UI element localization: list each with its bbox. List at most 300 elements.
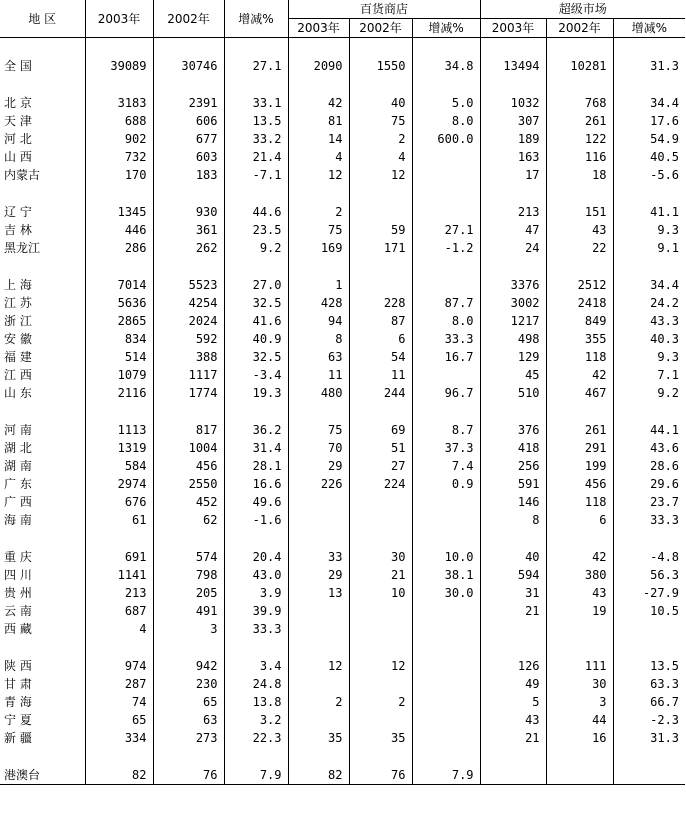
super-growth: 13.5 <box>650 659 680 673</box>
total-2003: 732 <box>85 148 153 166</box>
total-2003: 82 <box>85 766 153 784</box>
super-growth: 34.4 <box>650 278 680 292</box>
super-growth: 66.7 <box>650 695 680 709</box>
dept-2002: 10 <box>349 584 412 602</box>
dept-growth <box>412 148 480 166</box>
header-super-2003: 2003年 <box>480 19 546 38</box>
super-2002: 44 <box>546 711 613 729</box>
dept-2003: 169 <box>288 239 349 257</box>
total-2002: 62 <box>153 511 224 529</box>
total-2003: 65 <box>85 711 153 729</box>
super-2002: 122 <box>546 130 613 148</box>
total-2002: 798 <box>153 566 224 584</box>
spacer-cell <box>546 638 613 657</box>
dept-growth <box>412 511 480 529</box>
table-row <box>0 493 685 511</box>
super-growth: 43.3 <box>650 314 680 328</box>
spacer-cell <box>480 75 546 94</box>
spacer-cell <box>0 529 85 548</box>
table-row <box>0 693 685 711</box>
spacer-cell <box>349 747 412 766</box>
region-name: 港澳台 <box>0 766 85 784</box>
dept-2003: 1 <box>288 276 349 294</box>
spacer-cell <box>85 638 153 657</box>
total-2003: 1319 <box>85 439 153 457</box>
spacer-cell <box>546 747 613 766</box>
total-growth: 33.1 <box>224 94 288 112</box>
total-growth: 23.5 <box>224 221 288 239</box>
total-growth: 39.9 <box>224 602 288 620</box>
super-2002: 6 <box>546 511 613 529</box>
super-growth: 40.5 <box>650 150 680 164</box>
super-2002: 768 <box>546 94 613 112</box>
dept-2003: 42 <box>288 94 349 112</box>
super-growth: 7.1 <box>657 368 680 382</box>
total-2002: 592 <box>153 330 224 348</box>
super-growth: 31.3 <box>650 731 680 745</box>
spacer-row <box>0 638 685 657</box>
spacer-cell <box>224 402 288 421</box>
super-growth: 9.3 <box>657 350 680 364</box>
total-growth: 27.1 <box>224 57 288 75</box>
spacer-cell <box>0 75 85 94</box>
region-name: 海 南 <box>0 511 85 529</box>
super-growth: 28.6 <box>650 459 680 473</box>
super-2002: 43 <box>546 584 613 602</box>
super-2003: 40 <box>480 548 546 566</box>
super-2003: 1217 <box>480 312 546 330</box>
table-row <box>0 276 685 294</box>
total-2003: 688 <box>85 112 153 130</box>
table-row <box>0 548 685 566</box>
dept-growth <box>412 675 480 693</box>
dept-growth: 33.3 <box>412 330 480 348</box>
total-2003: 61 <box>85 511 153 529</box>
dept-2002: 244 <box>349 384 412 402</box>
super-2003: 1032 <box>480 94 546 112</box>
table-row <box>0 729 685 747</box>
region-name: 安 徽 <box>0 330 85 348</box>
super-2002: 18 <box>546 166 613 184</box>
total-2003: 687 <box>85 602 153 620</box>
table-row <box>0 421 685 439</box>
total-2003: 514 <box>85 348 153 366</box>
total-growth: -3.4 <box>224 366 288 384</box>
spacer-cell <box>85 184 153 203</box>
dept-2003 <box>288 493 349 511</box>
total-2002: 4254 <box>153 294 224 312</box>
super-growth: -27.9 <box>642 586 680 600</box>
spacer-cell <box>349 402 412 421</box>
total-growth: 43.0 <box>224 566 288 584</box>
dept-2003 <box>288 711 349 729</box>
super-2003: 213 <box>480 203 546 221</box>
total-growth: 36.2 <box>224 421 288 439</box>
spacer-cell <box>480 529 546 548</box>
dept-growth <box>412 203 480 221</box>
spacer-cell <box>613 747 685 766</box>
spacer-cell <box>288 257 349 276</box>
spacer-cell <box>153 257 224 276</box>
region-name: 浙 江 <box>0 312 85 330</box>
super-growth: -5.6 <box>650 168 680 182</box>
total-growth: -1.6 <box>224 511 288 529</box>
dept-2002: 51 <box>349 439 412 457</box>
spacer-cell <box>613 257 685 276</box>
table-row <box>0 457 685 475</box>
total-growth: 3.2 <box>224 711 288 729</box>
super-2003: 129 <box>480 348 546 366</box>
total-2003: 1113 <box>85 421 153 439</box>
total-2003: 1141 <box>85 566 153 584</box>
super-2003: 21 <box>480 729 546 747</box>
super-2003: 3002 <box>480 294 546 312</box>
super-growth: 56.3 <box>650 568 680 582</box>
dept-2003 <box>288 675 349 693</box>
spacer-cell <box>480 38 546 58</box>
dept-growth: 600.0 <box>412 130 480 148</box>
spacer-cell <box>288 38 349 58</box>
dept-2002: 76 <box>349 766 412 784</box>
spacer-cell <box>412 529 480 548</box>
spacer-cell <box>613 38 685 58</box>
dept-2003: 14 <box>288 130 349 148</box>
dept-2003: 29 <box>288 566 349 584</box>
table-row <box>0 166 685 184</box>
total-2002: 30746 <box>153 57 224 75</box>
spacer-cell <box>546 257 613 276</box>
table-row <box>0 239 685 257</box>
total-2003: 4 <box>85 620 153 638</box>
header-dept-2002: 2002年 <box>349 19 412 38</box>
spacer-cell <box>613 529 685 548</box>
dept-2002: 171 <box>349 239 412 257</box>
total-2003: 39089 <box>85 57 153 75</box>
total-2002: 63 <box>153 711 224 729</box>
spacer-row <box>0 257 685 276</box>
dept-2002: 12 <box>349 657 412 675</box>
total-growth: 9.2 <box>224 239 288 257</box>
super-2003: 43 <box>480 711 546 729</box>
total-2002: 456 <box>153 457 224 475</box>
table-body <box>0 38 685 785</box>
spacer-cell <box>412 638 480 657</box>
total-growth: 31.4 <box>224 439 288 457</box>
region-name: 山 东 <box>0 384 85 402</box>
super-growth: -4.8 <box>650 550 680 564</box>
dept-2002 <box>349 711 412 729</box>
total-growth: 24.8 <box>224 675 288 693</box>
total-2003: 1345 <box>85 203 153 221</box>
table-row <box>0 384 685 402</box>
spacer-cell <box>0 184 85 203</box>
header-super-growth: 增减% <box>613 19 685 38</box>
spacer-row <box>0 38 685 58</box>
super-2002: 10281 <box>546 57 613 75</box>
spacer-cell <box>613 184 685 203</box>
total-2003: 2116 <box>85 384 153 402</box>
spacer-cell <box>288 184 349 203</box>
dept-2002: 224 <box>349 475 412 493</box>
dept-growth <box>412 602 480 620</box>
super-2002: 456 <box>546 475 613 493</box>
region-name: 辽 宁 <box>0 203 85 221</box>
spacer-cell <box>85 402 153 421</box>
spacer-cell <box>224 747 288 766</box>
dept-2003 <box>288 602 349 620</box>
total-2003: 7014 <box>85 276 153 294</box>
dept-2003 <box>288 620 349 638</box>
table-row <box>0 348 685 366</box>
total-growth: 32.5 <box>224 294 288 312</box>
table-row <box>0 221 685 239</box>
super-growth: 23.7 <box>650 495 680 509</box>
spacer-cell <box>0 257 85 276</box>
dept-2003: 13 <box>288 584 349 602</box>
super-2003: 510 <box>480 384 546 402</box>
super-2002: 42 <box>546 366 613 384</box>
super-2003: 3376 <box>480 276 546 294</box>
dept-growth: 27.1 <box>412 221 480 239</box>
dept-2003: 94 <box>288 312 349 330</box>
super-growth: 9.2 <box>657 386 680 400</box>
dept-growth: -1.2 <box>412 239 480 257</box>
super-2003: 47 <box>480 221 546 239</box>
region-name: 陕 西 <box>0 657 85 675</box>
header-super-2002: 2002年 <box>546 19 613 38</box>
super-2003: 189 <box>480 130 546 148</box>
total-2003: 170 <box>85 166 153 184</box>
dept-growth <box>412 366 480 384</box>
total-2002: 388 <box>153 348 224 366</box>
super-2002: 2418 <box>546 294 613 312</box>
dept-2002: 69 <box>349 421 412 439</box>
region-name: 西 藏 <box>0 620 85 638</box>
dept-growth <box>412 493 480 511</box>
spacer-cell <box>153 747 224 766</box>
dept-growth: 5.0 <box>412 94 480 112</box>
total-2002: 574 <box>153 548 224 566</box>
region-name: 广 西 <box>0 493 85 511</box>
dept-2002: 30 <box>349 548 412 566</box>
dept-growth: 7.9 <box>412 766 480 784</box>
spacer-cell <box>613 638 685 657</box>
total-2003: 2865 <box>85 312 153 330</box>
total-2002: 942 <box>153 657 224 675</box>
spacer-cell <box>546 38 613 58</box>
spacer-cell <box>412 38 480 58</box>
total-2003: 902 <box>85 130 153 148</box>
region-name: 湖 北 <box>0 439 85 457</box>
total-growth: 27.0 <box>224 276 288 294</box>
total-2002: 230 <box>153 675 224 693</box>
spacer-cell <box>349 529 412 548</box>
total-2003: 5636 <box>85 294 153 312</box>
total-2003: 3183 <box>85 94 153 112</box>
super-growth: 41.1 <box>650 205 680 219</box>
region-name: 天 津 <box>0 112 85 130</box>
super-growth: 17.6 <box>650 114 680 128</box>
spacer-cell <box>153 529 224 548</box>
table-row <box>0 675 685 693</box>
total-2003: 676 <box>85 493 153 511</box>
super-2003: 498 <box>480 330 546 348</box>
total-2002: 603 <box>153 148 224 166</box>
super-2003: 376 <box>480 421 546 439</box>
total-growth: 3.4 <box>224 657 288 675</box>
total-growth: 33.3 <box>224 620 288 638</box>
dept-2002: 2 <box>349 130 412 148</box>
total-growth: 7.9 <box>224 766 288 784</box>
dept-2002: 75 <box>349 112 412 130</box>
spacer-cell <box>349 184 412 203</box>
total-2003: 213 <box>85 584 153 602</box>
total-2002: 2550 <box>153 475 224 493</box>
super-2003: 21 <box>480 602 546 620</box>
spacer-cell <box>546 402 613 421</box>
region-name: 全 国 <box>0 57 85 75</box>
super-2002: 199 <box>546 457 613 475</box>
dept-growth: 16.7 <box>412 348 480 366</box>
super-2003: 49 <box>480 675 546 693</box>
dept-2002: 6 <box>349 330 412 348</box>
dept-growth <box>412 166 480 184</box>
spacer-cell <box>480 638 546 657</box>
super-2002: 151 <box>546 203 613 221</box>
table-row <box>0 566 685 584</box>
spacer-cell <box>85 75 153 94</box>
spacer-cell <box>288 402 349 421</box>
super-2003: 594 <box>480 566 546 584</box>
spacer-cell <box>349 38 412 58</box>
dept-growth: 38.1 <box>412 566 480 584</box>
super-2002 <box>546 766 613 784</box>
dept-2002 <box>349 675 412 693</box>
dept-growth <box>412 693 480 711</box>
table-row <box>0 203 685 221</box>
region-name: 黑龙江 <box>0 239 85 257</box>
dept-2002 <box>349 493 412 511</box>
total-2003: 334 <box>85 729 153 747</box>
super-2002: 111 <box>546 657 613 675</box>
total-2002: 273 <box>153 729 224 747</box>
table-row <box>0 330 685 348</box>
total-2002: 452 <box>153 493 224 511</box>
total-growth: 22.3 <box>224 729 288 747</box>
spacer-cell <box>546 184 613 203</box>
dept-2003: 35 <box>288 729 349 747</box>
table-row <box>0 657 685 675</box>
super-2003: 146 <box>480 493 546 511</box>
region-name: 广 东 <box>0 475 85 493</box>
spacer-cell <box>224 529 288 548</box>
dept-growth: 7.4 <box>412 457 480 475</box>
total-2002: 2391 <box>153 94 224 112</box>
super-2002: 116 <box>546 148 613 166</box>
total-growth: 20.4 <box>224 548 288 566</box>
total-growth: 13.5 <box>224 112 288 130</box>
region-name: 云 南 <box>0 602 85 620</box>
total-2002: 2024 <box>153 312 224 330</box>
spacer-cell <box>480 257 546 276</box>
total-2003: 691 <box>85 548 153 566</box>
table-row <box>0 584 685 602</box>
spacer-cell <box>412 747 480 766</box>
total-2002: 5523 <box>153 276 224 294</box>
super-2003: 591 <box>480 475 546 493</box>
spacer-cell <box>480 747 546 766</box>
header-dept-2003: 2003年 <box>288 19 349 38</box>
table-row <box>0 94 685 112</box>
super-2003: 17 <box>480 166 546 184</box>
spacer-cell <box>0 638 85 657</box>
super-growth: 31.3 <box>650 59 680 73</box>
dept-growth: 30.0 <box>412 584 480 602</box>
super-2003 <box>480 620 546 638</box>
dept-2002: 87 <box>349 312 412 330</box>
spacer-cell <box>412 75 480 94</box>
region-name: 青 海 <box>0 693 85 711</box>
dept-growth: 10.0 <box>412 548 480 566</box>
dept-growth: 34.8 <box>412 57 480 75</box>
table-row <box>0 148 685 166</box>
total-2002: 183 <box>153 166 224 184</box>
spacer-cell <box>288 75 349 94</box>
super-2003: 126 <box>480 657 546 675</box>
total-2003: 446 <box>85 221 153 239</box>
super-2003: 256 <box>480 457 546 475</box>
table-row <box>0 711 685 729</box>
total-2003: 834 <box>85 330 153 348</box>
table-header <box>0 0 685 38</box>
region-name: 北 京 <box>0 94 85 112</box>
spacer-row <box>0 747 685 766</box>
spacer-cell <box>85 529 153 548</box>
spacer-cell <box>224 638 288 657</box>
spacer-cell <box>412 257 480 276</box>
table-row <box>0 475 685 493</box>
super-2003: 24 <box>480 239 546 257</box>
header-dept-store: 百货商店 <box>288 0 480 19</box>
spacer-cell <box>613 402 685 421</box>
total-growth: 3.9 <box>224 584 288 602</box>
dept-growth: 8.0 <box>412 112 480 130</box>
super-2002: 467 <box>546 384 613 402</box>
dept-2002: 1550 <box>349 57 412 75</box>
super-growth: 9.1 <box>657 241 680 255</box>
dept-2002 <box>349 276 412 294</box>
dept-2003: 226 <box>288 475 349 493</box>
super-2002: 118 <box>546 348 613 366</box>
dept-growth: 87.7 <box>412 294 480 312</box>
total-growth: 21.4 <box>224 148 288 166</box>
dept-growth <box>412 711 480 729</box>
super-2002: 3 <box>546 693 613 711</box>
dept-2003: 70 <box>288 439 349 457</box>
spacer-cell <box>153 75 224 94</box>
table-row <box>0 312 685 330</box>
dept-growth: 8.7 <box>412 421 480 439</box>
dept-growth <box>412 657 480 675</box>
total-2002: 606 <box>153 112 224 130</box>
table-row <box>0 366 685 384</box>
table-row <box>0 439 685 457</box>
total-2002: 262 <box>153 239 224 257</box>
spacer-cell <box>153 184 224 203</box>
super-2002: 30 <box>546 675 613 693</box>
super-growth: 54.9 <box>650 132 680 146</box>
dept-2003: 75 <box>288 421 349 439</box>
